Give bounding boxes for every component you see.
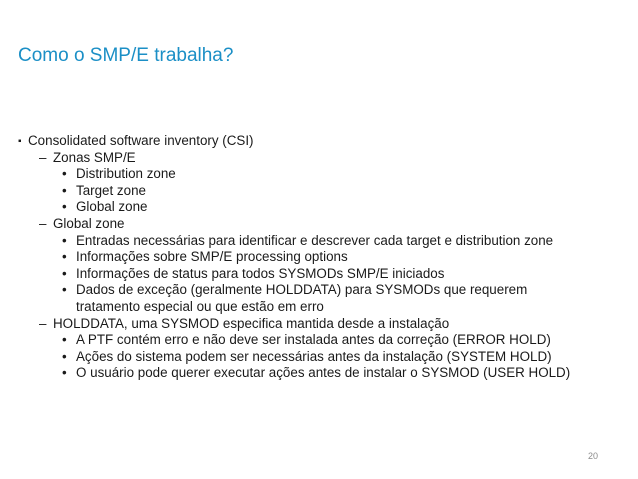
list-item	[18, 266, 628, 283]
list-item-text: Ações do sistema podem ser necessárias antes da instalação (SYSTEM HOLD)	[76, 348, 552, 364]
list-item-text: Global zone	[76, 199, 148, 215]
list-item	[18, 282, 531, 315]
list-item	[18, 316, 628, 333]
list-item-text: Informações de status para todos SYSMODs SMP/E iniciados	[76, 265, 445, 281]
dot-bullet-icon: •	[62, 265, 67, 281]
page-number: 20	[587, 451, 598, 461]
list-item	[18, 233, 628, 250]
dot-bullet-icon: •	[62, 348, 67, 364]
list-item	[18, 249, 628, 266]
list-item	[18, 349, 628, 366]
dot-bullet-icon: •	[62, 182, 67, 198]
list-item-text: HOLDDATA, uma SYSMOD especifica mantida desde a instalação	[53, 315, 450, 331]
list-item-text: Distribution zone	[76, 166, 176, 182]
dot-bullet-icon: •	[62, 199, 67, 215]
list-item	[18, 332, 628, 349]
dash-bullet-icon: –	[39, 215, 47, 231]
dot-bullet-icon: •	[62, 282, 67, 298]
dot-bullet-icon: •	[62, 365, 67, 381]
list-item-text: Global zone	[53, 215, 125, 231]
list-item	[18, 216, 628, 233]
dot-bullet-icon: •	[62, 166, 67, 182]
list-item	[18, 150, 628, 167]
list-item	[18, 166, 628, 183]
dash-bullet-icon: –	[39, 315, 47, 331]
dot-bullet-icon: •	[62, 249, 67, 265]
list-item-text: Consolidated software inventory (CSI)	[28, 133, 254, 148]
dot-bullet-icon: •	[62, 332, 67, 348]
list-item-text: O usuário pode querer executar ações antes de instalar o SYSMOD (USER HOLD)	[76, 365, 571, 381]
list-item-text: Dados de exceção (geralmente HOLDDATA) para SYSMODs que requerem tratamento especial ou que estão em erro	[76, 282, 528, 314]
list-item	[18, 199, 628, 216]
bullet-list	[18, 133, 628, 382]
list-item-text: A PTF contém erro e não deve ser instalada antes da correção (ERROR HOLD)	[76, 332, 551, 348]
square-bullet-icon: ▪	[18, 136, 22, 147]
list-item	[18, 183, 628, 200]
list-item-text: Target zone	[76, 182, 146, 198]
list-item	[18, 365, 628, 382]
list-item-text: Entradas necessárias para identificar e descrever cada target e distribution zone	[76, 232, 554, 248]
slide-title: Como o SMP/E trabalha?	[18, 45, 234, 66]
dot-bullet-icon: •	[62, 232, 67, 248]
list-item-text: Zonas SMP/E	[53, 149, 136, 165]
dash-bullet-icon: –	[39, 149, 47, 165]
list-item	[18, 133, 628, 150]
list-item-text: Informações sobre SMP/E processing options	[76, 249, 348, 265]
